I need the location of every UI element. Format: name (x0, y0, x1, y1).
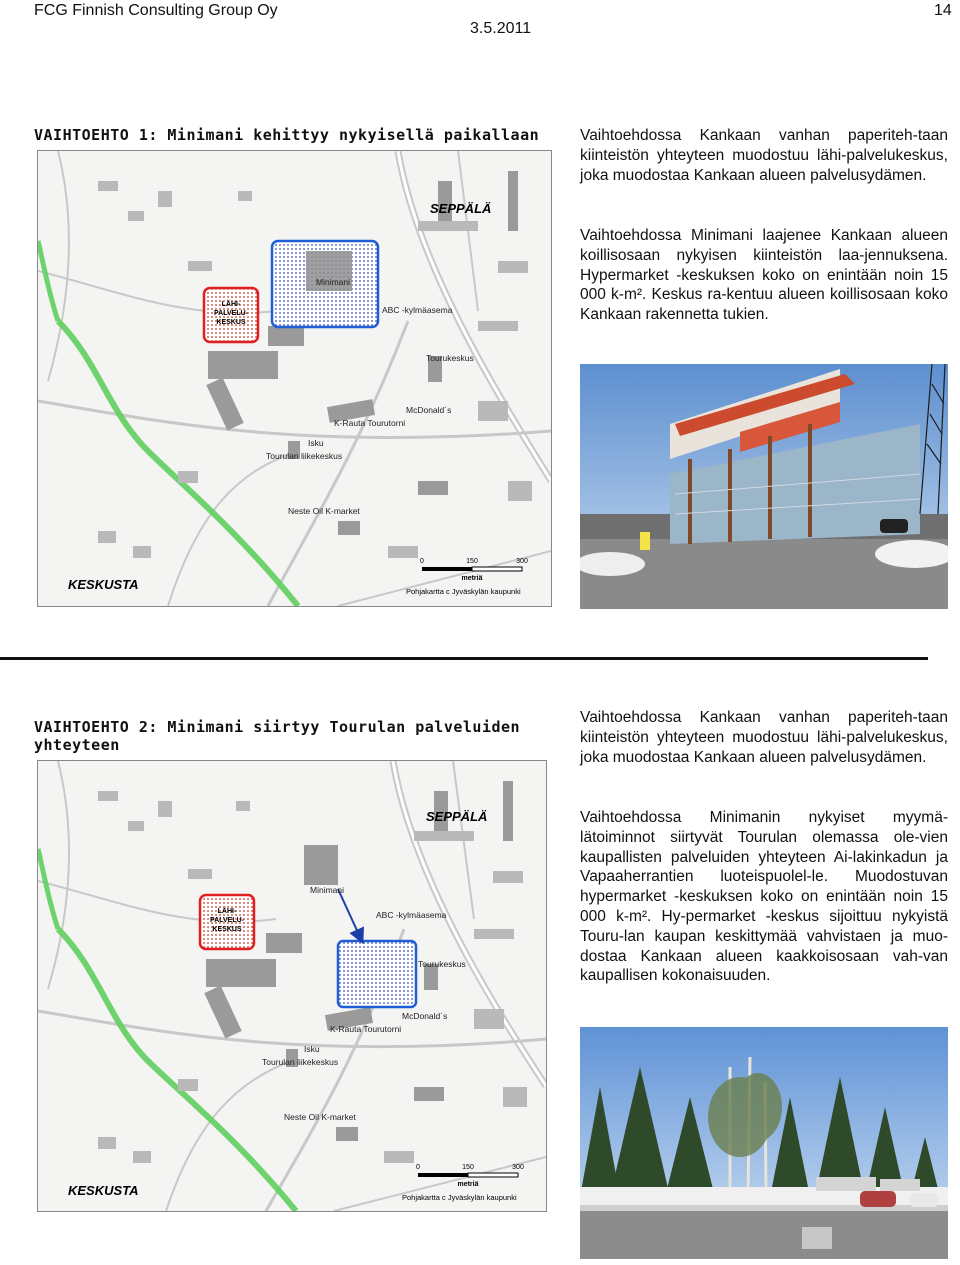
document-date: 3.5.2011 (470, 20, 532, 37)
map-2-label-lahi-2: PALVELU- (210, 917, 244, 924)
section-2-paragraph-2: Vaihtoehdossa Minimanin nykyiset myymä-lätoiminnot siirtyvät Tourulan olemassa ole-vien kaupallisten palveluiden yhteyteen Ai-lakinkadun ja Vapaaherrantien luoteispuolel-le. Muodostuvan hypermarket -keskuksen koko on enintään noin 15 000 k-m². Hy-permarket -keskus sijoittuu nykyistä Touru-lan kaupan keskittymää vahvistaen ja muo-dostaa Kankaan alueen kaakkoisosaan vah-van kaupallisen kokonaisuuden. (580, 809, 948, 985)
photo-minimani-store (580, 364, 948, 609)
map-1-label-abc: ABC -kylmäasema (382, 305, 453, 315)
map-1-label-mcdonalds: McDonald´s (406, 405, 452, 415)
map-2-label-mcdonalds: McDonald´s (402, 1011, 448, 1021)
section-1-paragraph-1: Vaihtoehdossa Kankaan vanhan paperiteh-taan kiinteistön yhteyteen muodostuu lähi-palvelukeskus, joka muodostaa Kankaan alueen palvelusydämen. (580, 127, 948, 184)
map-2-label-seppala: SEPPÄLÄ (426, 809, 488, 824)
map-1-label-seppala: SEPPÄLÄ (430, 201, 492, 216)
map-alternative-1 (37, 150, 552, 607)
map-1-label-isku: Isku (308, 438, 324, 448)
section-2-title-line-2: yhteyteen (34, 736, 120, 754)
section-2-title-line-1: VAIHTOEHTO 2: Minimani siirtyy Tourulan palveluiden (34, 718, 521, 736)
map-1-graphic (38, 151, 551, 606)
map-2-label-keskusta: KESKUSTA (68, 1183, 139, 1198)
section-1-paragraph-2: Vaihtoehdossa Minimani laajenee Kankaan alueen koillisosaan nykyisen kiinteistön laa-jennuksena. Hypermarket -keskuksen koko on enintään noin 15 000 k-m². Keskus ra-kentuu alueen koillisosaan koko Kankaan rakennetta tukien. (580, 227, 948, 324)
map-1-label-lahi-3: KESKUS (216, 319, 246, 326)
map-2-scale-tick-300: 300 (512, 1164, 524, 1171)
map-1-label-neste: Neste Oil K-market (288, 506, 360, 516)
map-1-label-minimani: Minimani (316, 277, 351, 287)
map-2-label-lahi-3: KESKUS (212, 926, 242, 933)
map-1-scale-tick-150: 150 (466, 558, 478, 565)
photo-tourula-site (580, 1027, 948, 1259)
map-2-label-minimani: Minimani (310, 885, 345, 895)
map-2-credit: Pohjakartta c Jyväskylän kaupunki (402, 1193, 517, 1202)
map-1-label-tourukeskus: Tourukeskus (426, 353, 474, 363)
map-2-scale-tick-0: 0 (416, 1164, 420, 1171)
section-2-paragraph-1: Vaihtoehdossa Kankaan vanhan paperiteh-taan kiinteistön yhteyteen muodostuu lähi-palvelukeskus, joka muodostaa Kankaan alueen palvelusydämen. (580, 709, 948, 766)
map-1-label-lahi-2: PALVELU- (214, 310, 248, 317)
company-name: FCG Finnish Consulting Group Oy (34, 2, 278, 19)
map-2-label-tourukeskus: Tourukeskus (418, 959, 466, 969)
map-1-scale-tick-0: 0 (420, 558, 424, 565)
map-2-scale-tick-150: 150 (462, 1164, 474, 1171)
map-2-label-isku: Isku (304, 1044, 320, 1054)
map-1-label-keskusta: KESKUSTA (68, 577, 139, 592)
map-2-label-neste: Neste Oil K-market (284, 1112, 356, 1122)
section-divider (0, 657, 928, 660)
map-2-label-abc: ABC -kylmäasema (376, 910, 447, 920)
map-1-label-tourulan: Tourulan liikekeskus (266, 451, 343, 461)
map-2-label-tourulan: Tourulan liikekeskus (262, 1057, 339, 1067)
section-2-title (34, 718, 520, 754)
map-2-label-krauta: K-Rauta Tourutorni (330, 1024, 402, 1034)
page-number: 14 (934, 2, 952, 19)
map-2-label-lahi-1: LÄHI- (217, 908, 237, 915)
map-1-scale-tick-300: 300 (516, 558, 528, 565)
map-alternative-2 (37, 760, 547, 1212)
map-2-graphic (38, 761, 546, 1211)
section-1-title: VAIHTOEHTO 1: Minimani kehittyy nykyisellä paikallaan (34, 126, 540, 144)
map-2-scale-unit: metriä (457, 1181, 479, 1188)
map-1-scale-unit: metriä (461, 575, 483, 582)
map-1-credit: Pohjakartta c Jyväskylän kaupunki (406, 587, 521, 596)
map-1-label-krauta: K-Rauta Tourutorni (334, 418, 406, 428)
map-1-label-lahi-1: LÄHI- (221, 301, 241, 308)
